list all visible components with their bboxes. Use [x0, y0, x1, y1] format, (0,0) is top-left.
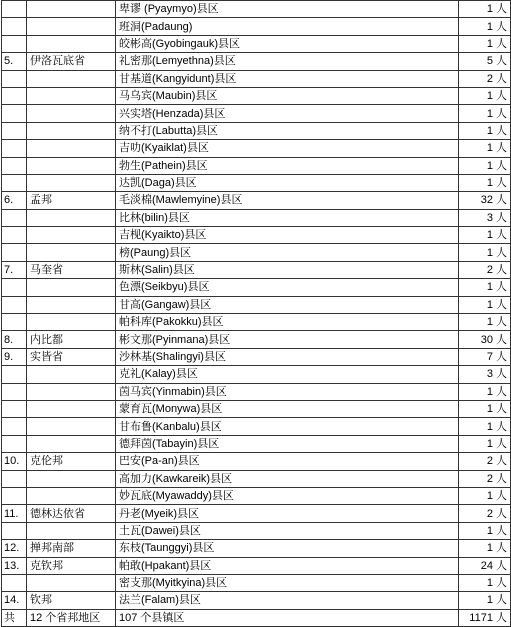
- table-row: [2, 435, 511, 452]
- count-cell: 1 人: [459, 522, 511, 539]
- count-cell: 24 人: [459, 557, 511, 574]
- row-number-cell: 7.: [2, 261, 27, 278]
- row-number-cell: [2, 35, 27, 52]
- township-cell: 榜(Paung)县区: [116, 244, 459, 261]
- township-cell: 比林(bilin)县区: [116, 209, 459, 226]
- count-cell: 1 人: [459, 174, 511, 191]
- row-number-cell: [2, 574, 27, 591]
- row-number-cell: [2, 157, 27, 174]
- state-cell: [27, 18, 116, 35]
- township-cell: 蒙育瓦(Monywa)县区: [116, 400, 459, 417]
- state-cell: 实皆省: [27, 348, 116, 365]
- row-number-cell: 6.: [2, 192, 27, 209]
- state-cell: 掸邦南部: [27, 540, 116, 557]
- table-row: [2, 400, 511, 417]
- table-row: [2, 227, 511, 244]
- state-cell: [27, 140, 116, 157]
- table-row: [2, 540, 511, 557]
- row-number-cell: [2, 1, 27, 18]
- table-row: [2, 157, 511, 174]
- state-cell: [27, 227, 116, 244]
- count-cell: 1 人: [459, 244, 511, 261]
- township-cell: 茵马宾(Yinmabin)县区: [116, 383, 459, 400]
- row-number-cell: [2, 87, 27, 104]
- table-row: [2, 522, 511, 539]
- state-cell: 12 个省邦地区: [27, 609, 116, 626]
- township-cell: 礼密那(Lemyethna)县区: [116, 53, 459, 70]
- count-cell: 2 人: [459, 453, 511, 470]
- township-cell: 达凯(Daga)县区: [116, 174, 459, 191]
- table-row: [2, 366, 511, 383]
- row-number-cell: 共: [2, 609, 27, 626]
- state-cell: [27, 487, 116, 504]
- state-cell: [27, 400, 116, 417]
- township-cell: 甘布鲁(Kanbalu)县区: [116, 418, 459, 435]
- count-cell: 2 人: [459, 505, 511, 522]
- count-cell: 3 人: [459, 209, 511, 226]
- row-number-cell: [2, 522, 27, 539]
- count-cell: 1 人: [459, 140, 511, 157]
- state-cell: 马奎省: [27, 261, 116, 278]
- state-cell: [27, 522, 116, 539]
- row-number-cell: 13.: [2, 557, 27, 574]
- township-cell: 土瓦(Dawei)县区: [116, 522, 459, 539]
- count-cell: 1 人: [459, 383, 511, 400]
- township-cell: 毛淡棉(Mawlemyine)县区: [116, 192, 459, 209]
- row-number-cell: [2, 400, 27, 417]
- state-cell: [27, 1, 116, 18]
- table-row: [2, 140, 511, 157]
- township-cell: 高加力(Kawkareik)县区: [116, 470, 459, 487]
- state-cell: [27, 70, 116, 87]
- township-cell: 马乌宾(Maubin)县区: [116, 87, 459, 104]
- count-cell: 1 人: [459, 418, 511, 435]
- state-cell: 德林达依省: [27, 505, 116, 522]
- table-row: [2, 331, 511, 348]
- state-cell: [27, 366, 116, 383]
- count-cell: 1 人: [459, 487, 511, 504]
- count-cell: 1 人: [459, 574, 511, 591]
- township-cell: 班洞(Padaung): [116, 18, 459, 35]
- row-number-cell: [2, 140, 27, 157]
- state-cell: [27, 122, 116, 139]
- row-number-cell: 9.: [2, 348, 27, 365]
- count-cell: 1 人: [459, 400, 511, 417]
- township-cell: 兴实塔(Henzada)县区: [116, 105, 459, 122]
- township-cell: 密支那(Myitkyina)县区: [116, 574, 459, 591]
- total-row: [2, 609, 511, 626]
- row-number-cell: [2, 209, 27, 226]
- township-cell: 色漂(Seikbyu)县区: [116, 279, 459, 296]
- row-number-cell: 11.: [2, 505, 27, 522]
- township-cell: 法兰(Falam)县区: [116, 592, 459, 609]
- state-cell: 伊洛瓦底省: [27, 53, 116, 70]
- township-cell: 斯林(Salin)县区: [116, 261, 459, 278]
- township-cell: 沙林基(Shalingyi)县区: [116, 348, 459, 365]
- row-number-cell: 5.: [2, 53, 27, 70]
- row-number-cell: [2, 435, 27, 452]
- state-cell: [27, 209, 116, 226]
- count-cell: 2 人: [459, 70, 511, 87]
- table-row: [2, 35, 511, 52]
- township-cell: 妙瓦底(Myawaddy)县区: [116, 487, 459, 504]
- count-cell: 1171 人: [459, 609, 511, 626]
- table-row: [2, 209, 511, 226]
- table-row: [2, 279, 511, 296]
- row-number-cell: [2, 418, 27, 435]
- count-cell: 3 人: [459, 366, 511, 383]
- table-row: [2, 487, 511, 504]
- state-cell: [27, 314, 116, 331]
- row-number-cell: [2, 18, 27, 35]
- township-cell: 克礼(Kalay)县区: [116, 366, 459, 383]
- state-cell: [27, 35, 116, 52]
- township-cell: 帕科库(Pakokku)县区: [116, 314, 459, 331]
- count-cell: 1 人: [459, 227, 511, 244]
- table-row: [2, 18, 511, 35]
- count-cell: 2 人: [459, 470, 511, 487]
- table-row: [2, 244, 511, 261]
- row-number-cell: [2, 470, 27, 487]
- row-number-cell: 10.: [2, 453, 27, 470]
- township-cell: 甘基道(Kangyidunt)县区: [116, 70, 459, 87]
- state-cell: [27, 383, 116, 400]
- state-cell: [27, 574, 116, 591]
- count-cell: 1 人: [459, 314, 511, 331]
- township-cell: 勃生(Pathein)县区: [116, 157, 459, 174]
- table-row: [2, 383, 511, 400]
- state-cell: [27, 87, 116, 104]
- table-row: [2, 296, 511, 313]
- state-cell: [27, 174, 116, 191]
- table-row: [2, 574, 511, 591]
- table-row: [2, 418, 511, 435]
- count-cell: 32 人: [459, 192, 511, 209]
- count-cell: 1 人: [459, 296, 511, 313]
- count-cell: 1 人: [459, 435, 511, 452]
- state-cell: [27, 244, 116, 261]
- row-number-cell: 8.: [2, 331, 27, 348]
- count-cell: 1 人: [459, 87, 511, 104]
- township-cell: 东枝(Taunggyi)县区: [116, 540, 459, 557]
- township-cell: 德拜茵(Tabayin)县区: [116, 435, 459, 452]
- township-cell: 纳不打(Labutta)县区: [116, 122, 459, 139]
- row-number-cell: 14.: [2, 592, 27, 609]
- row-number-cell: [2, 227, 27, 244]
- table-row: [2, 505, 511, 522]
- count-cell: 1 人: [459, 18, 511, 35]
- count-cell: 1 人: [459, 279, 511, 296]
- state-cell: [27, 470, 116, 487]
- table-row: [2, 470, 511, 487]
- row-number-cell: [2, 122, 27, 139]
- township-cell: 皎彬高(Gyobingauk)县区: [116, 35, 459, 52]
- state-cell: 钦邦: [27, 592, 116, 609]
- state-cell: 孟邦: [27, 192, 116, 209]
- township-cell: 107 个县镇区: [116, 609, 459, 626]
- state-cell: 克钦邦: [27, 557, 116, 574]
- count-cell: 2 人: [459, 261, 511, 278]
- state-cell: [27, 418, 116, 435]
- table-row: [2, 557, 511, 574]
- row-number-cell: 12.: [2, 540, 27, 557]
- row-number-cell: [2, 244, 27, 261]
- township-cell: 卑谬 (Pyaymyo)县区: [116, 1, 459, 18]
- table-row: [2, 70, 511, 87]
- table-row: [2, 87, 511, 104]
- row-number-cell: [2, 296, 27, 313]
- row-number-cell: [2, 383, 27, 400]
- township-cell: 丹老(Myeik)县区: [116, 505, 459, 522]
- count-cell: 1 人: [459, 540, 511, 557]
- township-cell: 帕敢(Hpakant)县区: [116, 557, 459, 574]
- state-cell: 克伦邦: [27, 453, 116, 470]
- table-row: [2, 314, 511, 331]
- row-number-cell: [2, 487, 27, 504]
- state-cell: [27, 279, 116, 296]
- table-row: [2, 348, 511, 365]
- township-cell: 巴安(Pa-an)县区: [116, 453, 459, 470]
- table-row: [2, 122, 511, 139]
- count-cell: 1 人: [459, 1, 511, 18]
- state-cell: 内比都: [27, 331, 116, 348]
- count-cell: 1 人: [459, 122, 511, 139]
- row-number-cell: [2, 70, 27, 87]
- count-cell: 30 人: [459, 331, 511, 348]
- count-cell: 1 人: [459, 157, 511, 174]
- township-count-table: [1, 0, 511, 627]
- table-row: [2, 53, 511, 70]
- state-cell: [27, 157, 116, 174]
- count-cell: 7 人: [459, 348, 511, 365]
- table-row: [2, 453, 511, 470]
- township-cell: 吉叻(Kyaiklat)县区: [116, 140, 459, 157]
- table-row: [2, 174, 511, 191]
- table-row: [2, 1, 511, 18]
- row-number-cell: [2, 279, 27, 296]
- table-body: [2, 1, 511, 627]
- row-number-cell: [2, 314, 27, 331]
- state-cell: [27, 296, 116, 313]
- row-number-cell: [2, 366, 27, 383]
- township-cell: 甘高(Gangaw)县区: [116, 296, 459, 313]
- count-cell: 1 人: [459, 592, 511, 609]
- count-cell: 1 人: [459, 105, 511, 122]
- row-number-cell: [2, 105, 27, 122]
- count-cell: 5 人: [459, 53, 511, 70]
- state-cell: [27, 105, 116, 122]
- count-cell: 1 人: [459, 35, 511, 52]
- table-row: [2, 105, 511, 122]
- table-row: [2, 192, 511, 209]
- state-cell: [27, 435, 116, 452]
- row-number-cell: [2, 174, 27, 191]
- township-cell: 吉枧(Kyaikto)县区: [116, 227, 459, 244]
- table-row: [2, 261, 511, 278]
- township-cell: 彬文那(Pyinmana)县区: [116, 331, 459, 348]
- table-row: [2, 592, 511, 609]
